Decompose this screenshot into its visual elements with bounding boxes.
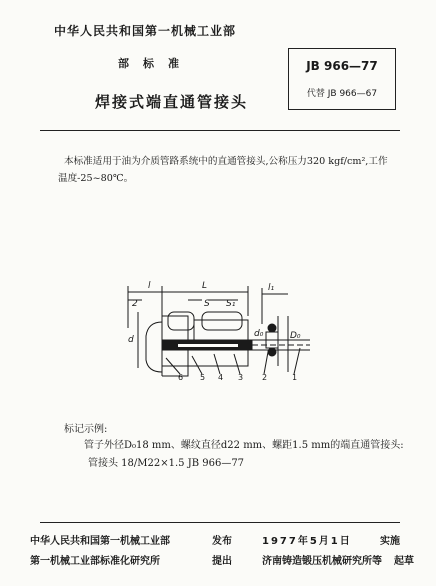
standard-type: 部标准 bbox=[118, 57, 193, 70]
footer-effective-label: 实施 bbox=[380, 536, 400, 547]
footer-issue-label: 发布 bbox=[212, 536, 232, 547]
standard-number-box bbox=[288, 48, 396, 110]
footer-divider bbox=[40, 522, 400, 523]
footer-date: 1977年5月1日 bbox=[262, 536, 352, 547]
pipe-fitting-drawing bbox=[118, 276, 318, 382]
footer-propose-label: 提出 bbox=[212, 556, 232, 567]
footer-drafter: 济南铸造锻压机械研究所等 bbox=[262, 556, 382, 567]
dim-L: L bbox=[202, 281, 208, 291]
dim-D0: D₀ bbox=[290, 331, 301, 341]
document-title: 焊接式端直通管接头 bbox=[95, 93, 249, 111]
dim-S: S bbox=[204, 299, 210, 309]
replaces-standard: 代替 JB 966—67 bbox=[306, 89, 378, 99]
dim-z: 2 bbox=[132, 299, 138, 309]
marking-label: 标记示例: bbox=[64, 424, 108, 435]
part-number: 6 bbox=[178, 373, 184, 382]
part-number: 3 bbox=[238, 373, 244, 382]
dim-l: l bbox=[148, 281, 151, 291]
dim-S1: S₁ bbox=[226, 299, 236, 309]
part-number: 4 bbox=[218, 373, 224, 382]
marking-line-2: 管接头 18/M22×1.5 JB 966—77 bbox=[88, 458, 245, 469]
part-number: 2 bbox=[262, 373, 268, 382]
part-number: 5 bbox=[200, 373, 206, 382]
footer-draft-label: 起草 bbox=[394, 556, 414, 567]
header-divider bbox=[40, 130, 400, 131]
marking-example bbox=[84, 437, 404, 473]
standard-number: JB 966—77 bbox=[306, 59, 378, 73]
dim-d: d bbox=[128, 335, 134, 345]
dim-d0: d₀ bbox=[254, 329, 264, 339]
dim-l1: l₁ bbox=[268, 283, 275, 293]
scope-paragraph: 本标准适用于油为介质管路系统中的直通管接头,公称压力320 kgf/cm²,工作温度-25~80℃。 bbox=[58, 156, 388, 184]
footer-issuer: 中华人民共和国第一机械工业部 bbox=[30, 536, 170, 547]
ministry-name: 中华人民共和国第一机械工业部 bbox=[54, 24, 237, 38]
part-number: 1 bbox=[292, 373, 298, 382]
marking-line-1: 管子外径D₀18 mm、螺纹直径d22 mm、螺距1.5 mm的端直通管接头: bbox=[84, 440, 404, 451]
footer-proposer: 第一机械工业部标准化研究所 bbox=[30, 556, 160, 567]
